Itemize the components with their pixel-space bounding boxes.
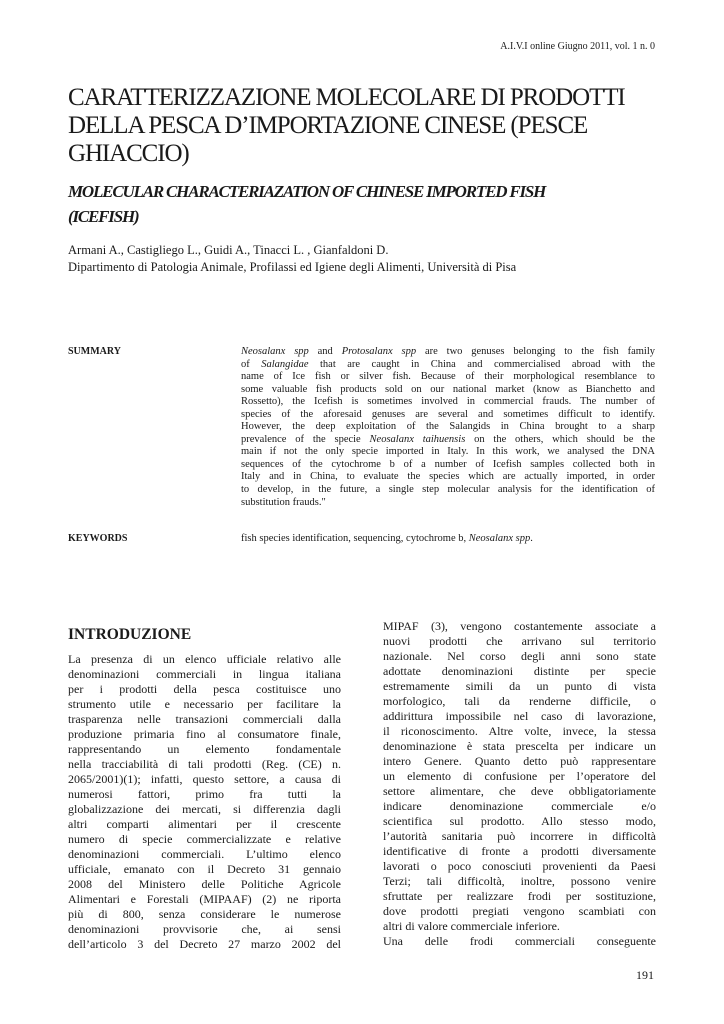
subtitle-line: (ICEFISH) <box>68 207 139 226</box>
text-run: name of Ice fish or silver fish. Because of their morphological resemblance to <box>241 371 655 383</box>
body-line: nuovi prodotti che arrivano sul territorio <box>383 634 656 648</box>
summary-line <box>241 421 655 434</box>
text-run: Rossetto), the Icefish is sometimes involved in commercial frauds. The number of <box>241 396 655 408</box>
summary-line <box>241 497 655 510</box>
body-line: nella tracciabilità di tali prodotti (Reg. (CE) n. <box>68 757 341 771</box>
body-line: numero di specie commercializzate e relative <box>68 832 341 846</box>
body-line: adottate denominazioni distinte per specie <box>383 664 656 678</box>
summary-line <box>241 459 655 472</box>
text-run: of <box>241 358 262 370</box>
text-run: prevalence of the specie <box>241 433 370 445</box>
body-line: indicare denominazione commerciale e/o <box>383 799 656 813</box>
body-line: dove prodotti pregiati vengono scambiati con <box>383 904 656 918</box>
affiliation: Dipartimento di Patologia Animale, Profilassi ed Igiene degli Alimenti, Università di Pisa <box>68 260 517 274</box>
italic-text: Neosalanx taihuensis <box>369 433 466 445</box>
body-line: Terzi; tali difficoltà, inoltre, possono venire <box>383 874 656 888</box>
title-line: CARATTERIZZAZIONE MOLECOLARE DI PRODOTTI <box>68 84 625 111</box>
body-line: altri comparti alimentari per il crescente <box>68 817 341 831</box>
body-line: denominazioni commerciali in lingua italiana <box>68 667 341 681</box>
text-run: main if not the only specie imported in Italy. In this work, we analysed the DNA <box>241 446 655 458</box>
body-line: l’autorità sanitaria può incorrere in difficoltà <box>383 829 656 843</box>
running-header: A.I.V.I online Giugno 2011, vol. 1 n. 0 <box>500 41 655 52</box>
title-line: GHIACCIO) <box>68 140 189 167</box>
text-run: sequences of the cytochrome b of a number of Icefish samples collected both in <box>241 458 655 470</box>
summary-line <box>241 371 655 384</box>
text-run: Italy and in China, to evaluate the species which are actually imported, in order <box>241 471 655 483</box>
summary-line <box>241 359 655 372</box>
body-line: lavorati o poco conosciuti provenienti da Paesi <box>383 859 656 873</box>
section-heading-introduzione: INTRODUZIONE <box>68 626 192 643</box>
italic-text: Protosalanx spp <box>341 346 417 357</box>
title-line: DELLA PESCA D’IMPORTAZIONE CINESE (PESCE <box>68 112 588 139</box>
body-line: Alimentari e Forestali (MIPAAF) (2) ne riporta <box>68 892 341 906</box>
summary-line <box>241 396 655 409</box>
body-line: più di 800, senza considerare le numerose <box>68 907 341 921</box>
authors: Armani A., Castigliego L., Guidi A., Tinacci L. , Gianfaldoni D. <box>68 243 389 257</box>
body-line: identificative di fronte a prodotti diversamente <box>383 844 656 858</box>
body-line: MIPAF (3), vengono costantemente associate a <box>383 619 656 633</box>
summary-line <box>241 409 655 422</box>
body-line: estremamente simili da un punto di vista <box>383 679 656 693</box>
text-run: are two genuses belonging to the fish family <box>416 346 655 357</box>
body-line: Una delle frodi commerciali conseguente <box>383 934 656 948</box>
body-line: produzione primaria fino al consumatore finale, <box>68 727 341 741</box>
summary-line <box>241 384 655 397</box>
text-run: substitution frauds." <box>241 496 326 508</box>
body-line: globalizzazione dei mercati, si differenzia dagli <box>68 802 341 816</box>
text-run: species of the aforesaid genuses are several and sometimes difficult to identify. <box>241 408 655 420</box>
summary-line <box>241 471 655 484</box>
body-line: morfologico, tali da renderne difficile, o <box>383 694 656 708</box>
body-line: trasparenza nelle transazioni commerciali dalla <box>68 712 341 726</box>
body-line: dell’articolo 3 del Decreto 27 marzo 2002 del <box>68 937 341 951</box>
page-number: 191 <box>636 968 654 982</box>
body-line: settore alimentare, che deve obbligatoriamente <box>383 784 656 798</box>
text-run: . <box>530 533 533 544</box>
paper-title <box>68 84 668 168</box>
keywords-text <box>241 533 533 544</box>
text-run: on the others, which should be the <box>465 433 656 445</box>
body-line: sfruttate per realizzare frodi per sostituzione, <box>383 889 656 903</box>
body-line: 2065/2001)(1); infatti, questo settore, a causa di <box>68 772 341 786</box>
text-run: to develop, in the future, a single step molecular analysis for the identification of <box>241 484 655 496</box>
body-line: denominazione è stata prescelta per indicare un <box>383 739 656 753</box>
summary-line <box>241 346 655 359</box>
body-line: rappresentando un elemento fondamentale <box>68 742 341 756</box>
body-column-left <box>68 652 341 952</box>
text-run: some valuable fish products sold on our national market (know as Bianchetto and <box>241 383 655 395</box>
body-column-right <box>383 619 656 949</box>
body-line: un elemento di confusione per l’operatore del <box>383 769 656 783</box>
body-line: per i prodotti della pesca costituisce uno <box>68 682 341 696</box>
text-run: fish species identification, sequencing, cytochrome b, <box>241 533 469 544</box>
italic-text: Salangidae <box>261 358 309 370</box>
summary-text <box>241 346 655 509</box>
body-line: intero Genere. Quanto detto può rappresentare <box>383 754 656 768</box>
text-run: and <box>308 346 342 357</box>
text-run: However, the deep exploitation of the Salangids in China brought to a sharp <box>241 421 655 433</box>
summary-label: SUMMARY <box>68 346 121 357</box>
summary-line <box>241 446 655 459</box>
body-line: numerosi fattori, primo fra tutti la <box>68 787 341 801</box>
body-line: strumento utile e necessario per facilitare la <box>68 697 341 711</box>
text-run: that are caught in China and commercialised abroad with the <box>308 358 655 370</box>
italic-text: Neosalanx spp <box>468 533 531 544</box>
body-line: denominazioni provvisorie che, ai sensi <box>68 922 341 936</box>
body-line: altri di valore commerciale inferiore. <box>383 919 560 933</box>
paper-subtitle <box>68 179 668 229</box>
body-line: La presenza di un elenco ufficiale relativo alle <box>68 652 341 666</box>
body-line: il riconoscimento. Altre volte, invece, la stessa <box>383 724 656 738</box>
italic-text: Neosalanx spp <box>241 346 309 357</box>
body-line: addirittura impossibile nel caso di lavorazione, <box>383 709 656 723</box>
body-line: 2008 del Ministero delle Politiche Agricole <box>68 877 341 891</box>
authors-block <box>68 242 516 276</box>
body-line: scientifica sul prodotto. Allo stesso modo, <box>383 814 656 828</box>
body-line: nazionale. Nel corso degli anni sono state <box>383 649 656 663</box>
summary-line <box>241 434 655 447</box>
body-line: ufficiale, emanato con il Decreto 31 gennaio <box>68 862 341 876</box>
body-line: denominazioni commerciali. L’ultimo elenco <box>68 847 341 861</box>
summary-line <box>241 484 655 497</box>
subtitle-line: MOLECULAR CHARACTERIAZATION OF CHINESE IMPORTED FISH <box>68 182 546 201</box>
keywords-label: KEYWORDS <box>68 533 128 544</box>
